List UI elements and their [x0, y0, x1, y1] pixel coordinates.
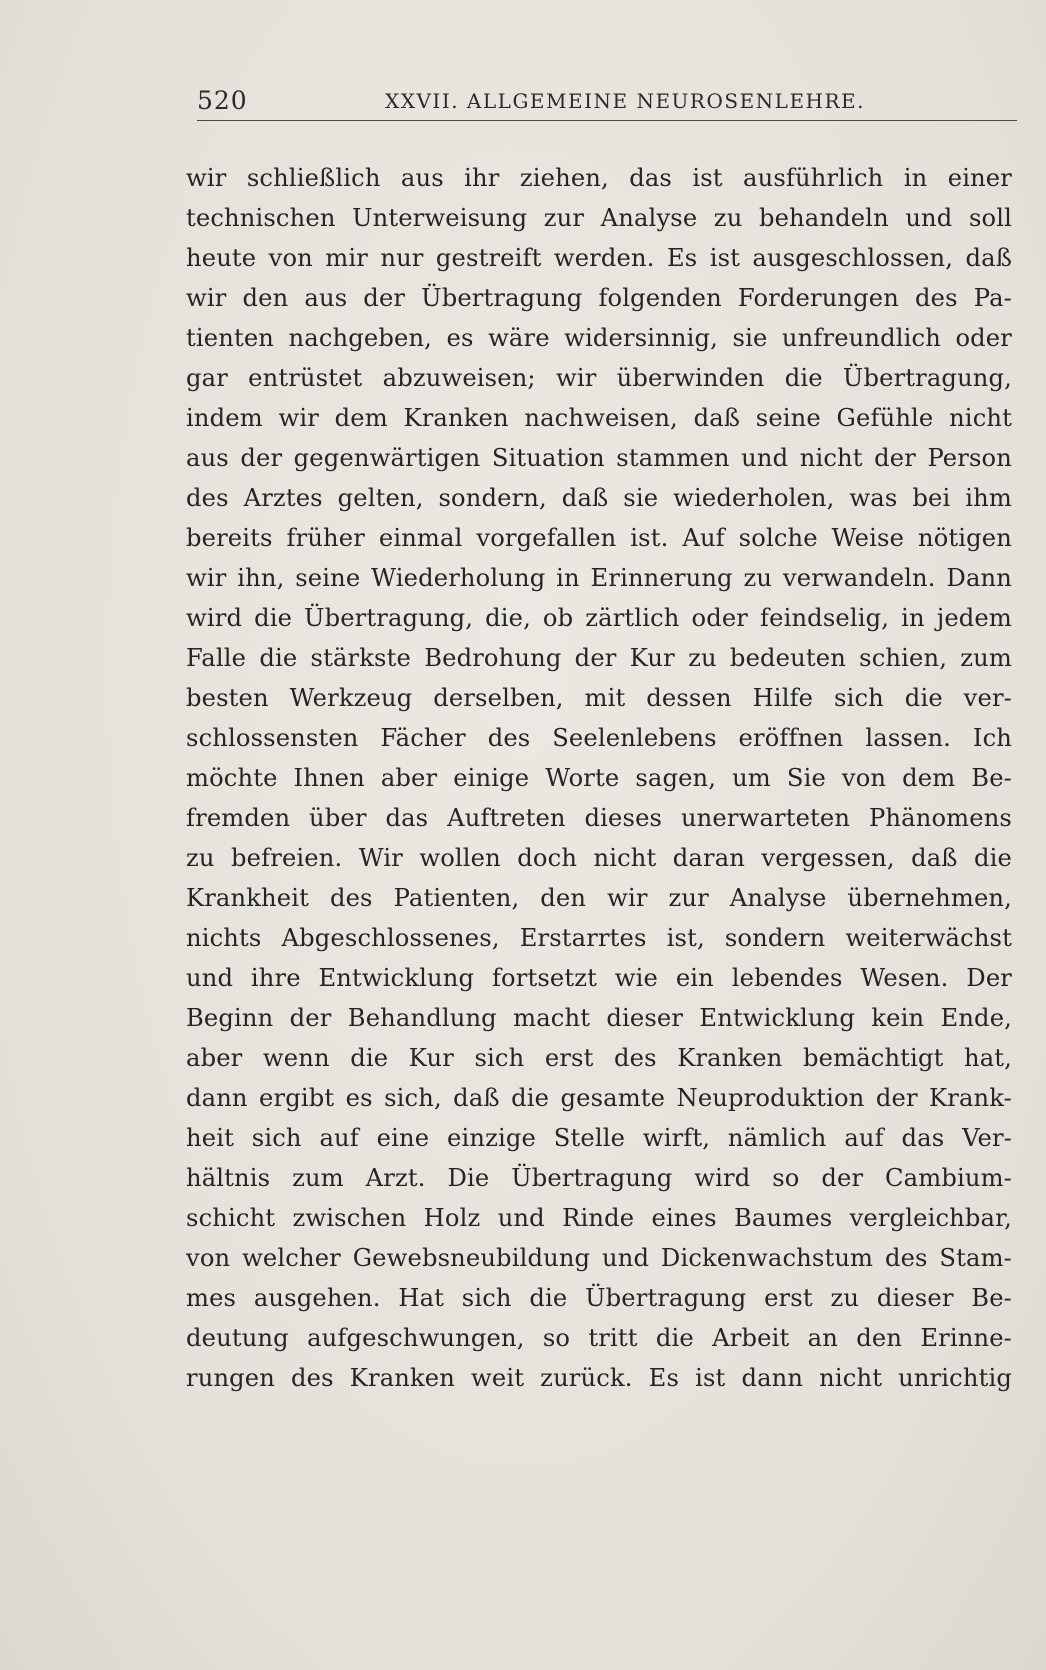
text-line: wir ihn, seine Wiederholung in Erinnerung zu verwandeln. Dann [186, 564, 1012, 592]
running-head: XXVII. ALLGEMEINE NEUROSENLEHRE. [385, 89, 866, 113]
text-line: von welcher Gewebsneubildung und Dickenwachstum des Stam- [186, 1244, 1012, 1272]
page-number: 520 [197, 86, 248, 115]
text-line: schlossensten Fächer des Seelenlebens eröffnen lassen. Ich [186, 724, 1012, 752]
text-line: hältnis zum Arzt. Die Übertragung wird so der Cambium- [186, 1164, 1012, 1192]
text-line: wir den aus der Übertragung folgenden Forderungen des Pa- [186, 284, 1012, 312]
text-line: möchte Ihnen aber einige Worte sagen, um Sie von dem Be- [186, 764, 1012, 792]
text-line: zu befreien. Wir wollen doch nicht daran vergessen, daß die [186, 844, 1012, 872]
header-rule [197, 120, 1017, 121]
text-line: des Arztes gelten, sondern, daß sie wiederholen, was bei ihm [186, 484, 1012, 512]
text-line: besten Werkzeug derselben, mit dessen Hilfe sich die ver- [186, 684, 1012, 712]
text-line: tienten nachgeben, es wäre widersinnig, sie unfreundlich oder [186, 324, 1012, 352]
text-line: fremden über das Auftreten dieses unerwarteten Phänomens [186, 804, 1012, 832]
text-line: gar entrüstet abzuweisen; wir überwinden die Übertragung, [186, 364, 1012, 392]
text-line: heute von mir nur gestreift werden. Es ist ausgeschlossen, daß [186, 244, 1012, 272]
text-line: und ihre Entwicklung fortsetzt wie ein lebendes Wesen. Der [186, 964, 1012, 992]
body-text [186, 158, 1012, 1398]
text-line: wir schließlich aus ihr ziehen, das ist ausführlich in einer [186, 164, 1012, 192]
text-line: deutung aufgeschwungen, so tritt die Arbeit an den Erinne- [186, 1324, 1012, 1352]
text-line: heit sich auf eine einzige Stelle wirft, nämlich auf das Ver- [186, 1124, 1012, 1152]
text-line: schicht zwischen Holz und Rinde eines Baumes vergleichbar, [186, 1204, 1012, 1232]
text-line: mes ausgehen. Hat sich die Übertragung erst zu dieser Be- [186, 1284, 1012, 1312]
text-line: bereits früher einmal vorgefallen ist. Auf solche Weise nötigen [186, 524, 1012, 552]
text-line: rungen des Kranken weit zurück. Es ist dann nicht unrichtig [186, 1364, 1012, 1392]
text-line: Krankheit des Patienten, den wir zur Analyse übernehmen, [186, 884, 1012, 912]
text-line: indem wir dem Kranken nachweisen, daß seine Gefühle nicht [186, 404, 1012, 432]
text-line: Falle die stärkste Bedrohung der Kur zu bedeuten schien, zum [186, 644, 1012, 672]
text-line: wird die Übertragung, die, ob zärtlich oder feindselig, in jedem [186, 604, 1012, 632]
text-line: technischen Unterweisung zur Analyse zu behandeln und soll [186, 204, 1012, 232]
text-line: dann ergibt es sich, daß die gesamte Neuproduktion der Krank- [186, 1084, 1012, 1112]
text-line: aus der gegenwärtigen Situation stammen und nicht der Person [186, 444, 1012, 472]
page-header [197, 86, 1017, 120]
text-line: Beginn der Behandlung macht dieser Entwicklung kein Ende, [186, 1004, 1012, 1032]
text-line: aber wenn die Kur sich erst des Kranken bemächtigt hat, [186, 1044, 1012, 1072]
text-line: nichts Abgeschlossenes, Erstarrtes ist, sondern weiterwächst [186, 924, 1012, 952]
